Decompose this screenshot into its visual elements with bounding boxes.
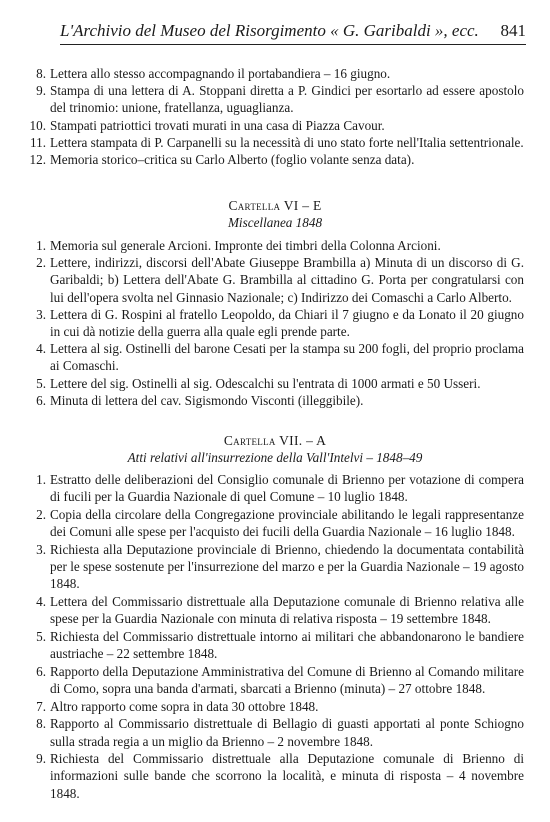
running-header [60,20,526,45]
item-text: Lettera al sig. Ostinelli del barone Cesati per la stampa su 200 fogli, del proprio proclama ai Comaschi. [50,341,524,374]
item-text: Lettere, indirizzi, discorsi dell'Abate Giuseppe Brambilla a) Minuta di un discorso di G. Garibaldi; b) Lettera dell'Abate G. Brambilla al cittadino G. Porta per congratularsi con lui dell'opera svolta nel Ginnasio Nazionale; c) Indirizzo dei Comaschi a Carlo Alberto. [50,255,524,305]
item-number: 2. [36,255,46,271]
item-text: Lettera del Commissario distrettuale alla Deputazione comunale di Brienno relativa alle spese per la Guardia Nazionale con minuta di relativa risposta – 19 settembre 1848. [50,593,524,627]
item-number: 1. [36,238,46,253]
item-number: 8. [36,66,46,81]
list-item [0,254,550,306]
list-item [0,750,550,802]
item-number: 9. [36,751,46,767]
list-item [0,471,550,505]
item-text: Rapporto della Deputazione Amministrativa del Comune di Brienno al Comando militare di Como, sopra una banda d'armati, sbarcati a Brienno (minuta) – 27 ottobre 1848. [50,663,524,696]
list-item [0,593,550,627]
item-text: Lettera allo stesso accompagnando il portabandiera – 16 giugno. [50,66,391,81]
list-item [0,151,550,168]
item-text: Richiesta alla Deputazione provinciale di Brienno, chiedendo la documentata contabilità per le spese sostenute per l'insurrezione del marzo e per la Guardia Nazionale – 19 agosto 1848. [50,541,524,592]
list-item [0,628,550,662]
item-number: 3. [36,541,46,557]
item-text: Altro rapporto come sopra in data 30 ottobre 1848. [50,698,319,714]
item-number: 4. [36,593,46,609]
list-item [0,715,550,749]
item-text: Lettere del sig. Ostinelli al sig. Odescalchi su l'entrata di 1000 armati e 50 Usseri. [50,375,481,391]
list-item [0,506,550,540]
section-title: Cartella VII. – A [223,433,327,448]
list-item [0,134,550,151]
section-subtitle: Miscellanea 1848 [227,215,323,230]
section-title: Cartella VI – E [228,198,322,213]
running-title: L'Archivio del Museo del Risorgimento « G. Garibaldi », ecc. [60,21,479,40]
item-number: 2. [36,506,46,522]
list-item [0,698,550,715]
list-item [0,237,550,254]
item-number: 11. [30,134,46,150]
item-text: Memoria sul generale Arcioni. Impronte dei timbri della Colonna Arcioni. [50,238,441,253]
item-list [0,237,550,409]
item-text: Lettera di G. Rospini al fratello Leopoldo, da Chiari il 7 giugno e da Lonato il 20 giugno in cui dà notizie della guerra alla quale egli prende parte. [50,306,524,340]
list-item [0,82,550,116]
item-text: Stampa di una lettera di A. Stoppani diretta a P. Gindici per esortarlo ad essere apostolo del trinomio: unione, fratellanza, uguaglianza. [50,83,524,116]
section-subtitle: Atti relativi all'insurrezione della Vall'Intelvi – 1848–49 [127,450,423,465]
item-text: Richiesta del Commissario distrettuale intorno ai militari che abbandonarono le bandiere austriache – 22 settembre 1848. [50,628,524,662]
item-text: Estratto delle deliberazioni del Consiglio comunale di Brienno per votazione di compera di fucili per la Guardia Nazionale di quel Comune – 10 luglio 1848. [50,472,524,505]
item-text: Copia della circolare della Congregazione provinciale abilitando le legali rappresentanze dei Comuni alle spese per l'acquisto dei fucili della Guardia Nazionale – 16 luglio 1848. [50,506,524,540]
item-text: Richiesta del Commissario distrettuale alla Deputazione comunale di Brienno di informazioni sulle bande che scorrono la località, e minuta di risposta – 4 novembre 1848. [50,751,524,801]
list-item [0,65,550,82]
list-item [0,306,550,340]
item-number: 6. [36,663,46,679]
page-number: 841 [500,21,526,40]
item-text: Memoria storico–critica su Carlo Alberto (foglio volante senza data). [50,152,415,168]
list-item [0,340,550,374]
item-list-continued [0,65,550,168]
item-number: 1. [36,472,46,487]
item-list [0,471,550,802]
item-text: Minuta di lettera del cav. Sigismondo Visconti (illeggibile). [50,392,364,408]
item-number: 12. [29,152,46,168]
list-item [0,663,550,697]
item-text: Rapporto al Commissario distrettuale di Bellagio di guasti apportati al ponte Schiogno sulla strada regia a un miglio da Brienno – 2 novembre 1848. [50,716,524,749]
list-item [0,392,550,409]
item-number: 5. [36,628,46,644]
item-text: Stampati patriottici trovati murati in una casa di Piazza Cavour. [50,117,385,133]
item-number: 8. [36,716,46,732]
list-item [0,375,550,392]
item-number: 6. [36,392,46,408]
list-item [0,117,550,134]
item-number: 7. [36,698,46,714]
item-number: 5. [36,375,46,391]
list-item [0,541,550,593]
item-number: 3. [36,306,46,322]
item-number: 9. [36,83,46,99]
item-number: 4. [36,341,46,357]
item-text: Lettera stampata di P. Carpanelli su la necessità di uno stato forte nell'Italia settentrionale. [50,134,524,150]
item-number: 10. [29,117,46,133]
